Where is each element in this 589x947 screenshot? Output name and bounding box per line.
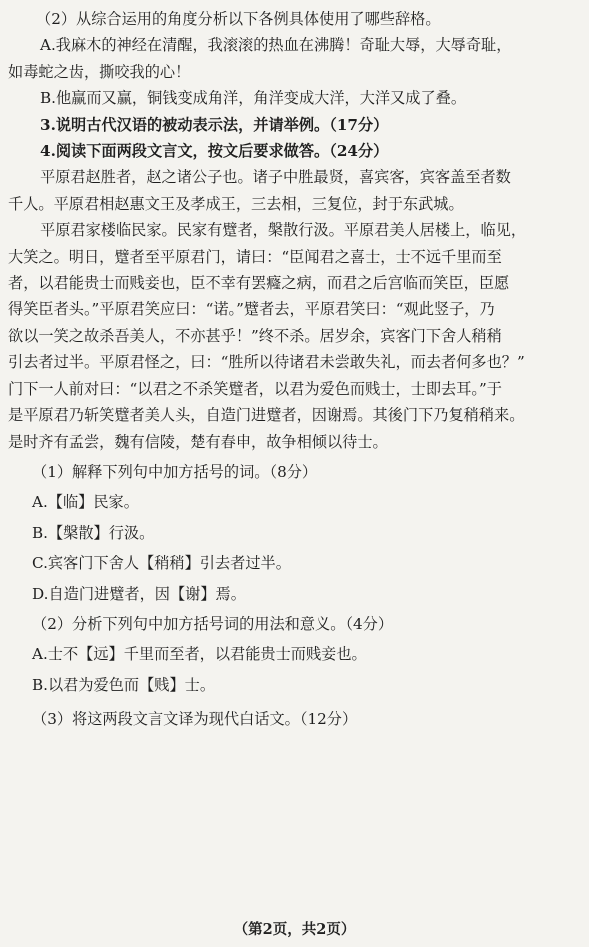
passage-line: 是平原君乃斩笑躄者美人头，自造门进躄者，因谢焉。其後门下乃复稍稍来。 (8, 406, 525, 425)
subquestion-2-item: B.以君为爱色而【贱】士。 (32, 675, 216, 694)
item-b: B.他赢而又赢，铜钱变成角洋，角洋变成大洋，大洋又成了叠。 (40, 89, 467, 108)
question-3: 3.说明古代汉语的被动表示法，并请举例。（17分） (40, 115, 389, 134)
passage-line: 千人。平原君相赵惠文王及孝成王，三去相，三复位，封于东武城。 (8, 194, 464, 213)
passage-line: 门下一人前对曰：“以君之不杀笑躄者，以君为爱色而贱士，士即去耳。”于 (8, 379, 502, 398)
subquestion-1-item: C.宾客门下舍人【稍稍】引去者过半。 (32, 554, 291, 573)
subquestion-1-item: B.【槃散】行汲。 (32, 523, 155, 542)
classical-passage (8, 164, 581, 454)
subquestion-1-item: A.【临】民家。 (32, 493, 139, 512)
passage-line: 大笑之。明日，躄者至平原君门，请曰：“臣闻君之喜士，士不远千里而至 (8, 247, 502, 266)
passage-line: 平原君赵胜者，赵之诸公子也。诸子中胜最贤，喜宾客，宾客盖至者数 (40, 168, 511, 187)
subquestion-3-header: （3）将这两段文言文译为现代白话文。（12分） (32, 710, 358, 729)
question-4: 4.阅读下面两段文言文，按文后要求做答。（24分） (40, 142, 389, 161)
subquestion-2-header: （2）分析下列句中加方括号词的用法和意义。（4分） (32, 614, 394, 633)
passage-line: 引去者过半。平原君怪之，曰：“胜所以待诸君未尝敢失礼，而去者何多也？” (8, 353, 525, 372)
subquestion-1-item: D.自造门进躄者，因【谢】焉。 (32, 584, 246, 603)
page-footer: （第2页，共2页） (233, 921, 356, 938)
passage-line: 平原君家楼临民家。民家有躄者，槃散行汲。平原君美人居楼上，临见， (40, 221, 526, 240)
passage-line: 得笑臣者头。”平原君笑应曰：“诺。”躄者去，平原君笑曰：“观此竖子，乃 (8, 300, 495, 319)
item-a-line-1: A.我麻木的神经在清醒，我滚滚的热血在沸腾！奇耻大辱，大辱奇耻， (40, 36, 512, 55)
passage-line: 是时齐有孟尝，魏有信陵，楚有春申，故争相倾以待士。 (8, 432, 388, 451)
subquestion-1-header: （1）解释下列句中加方括号的词。（8分） (32, 462, 318, 481)
passage-line: 欲以一笑之故杀吾美人，不亦甚乎！”终不杀。居岁余，宾客门下舍人稍稍 (8, 326, 502, 345)
subquestion-2-item: A.士不【远】千里而至者，以君能贵士而贱妾也。 (32, 645, 367, 664)
item-a-line-2: 如毒蛇之齿，撕咬我的心！ (8, 62, 191, 81)
question-2-header: （2）从综合运用的角度分析以下各例具体使用了哪些辞格。 (36, 10, 441, 28)
passage-line: 者，以君能贵士而贱妾也，臣不幸有罢癃之病，而君之后宫临而笑臣，臣愿 (8, 274, 510, 293)
